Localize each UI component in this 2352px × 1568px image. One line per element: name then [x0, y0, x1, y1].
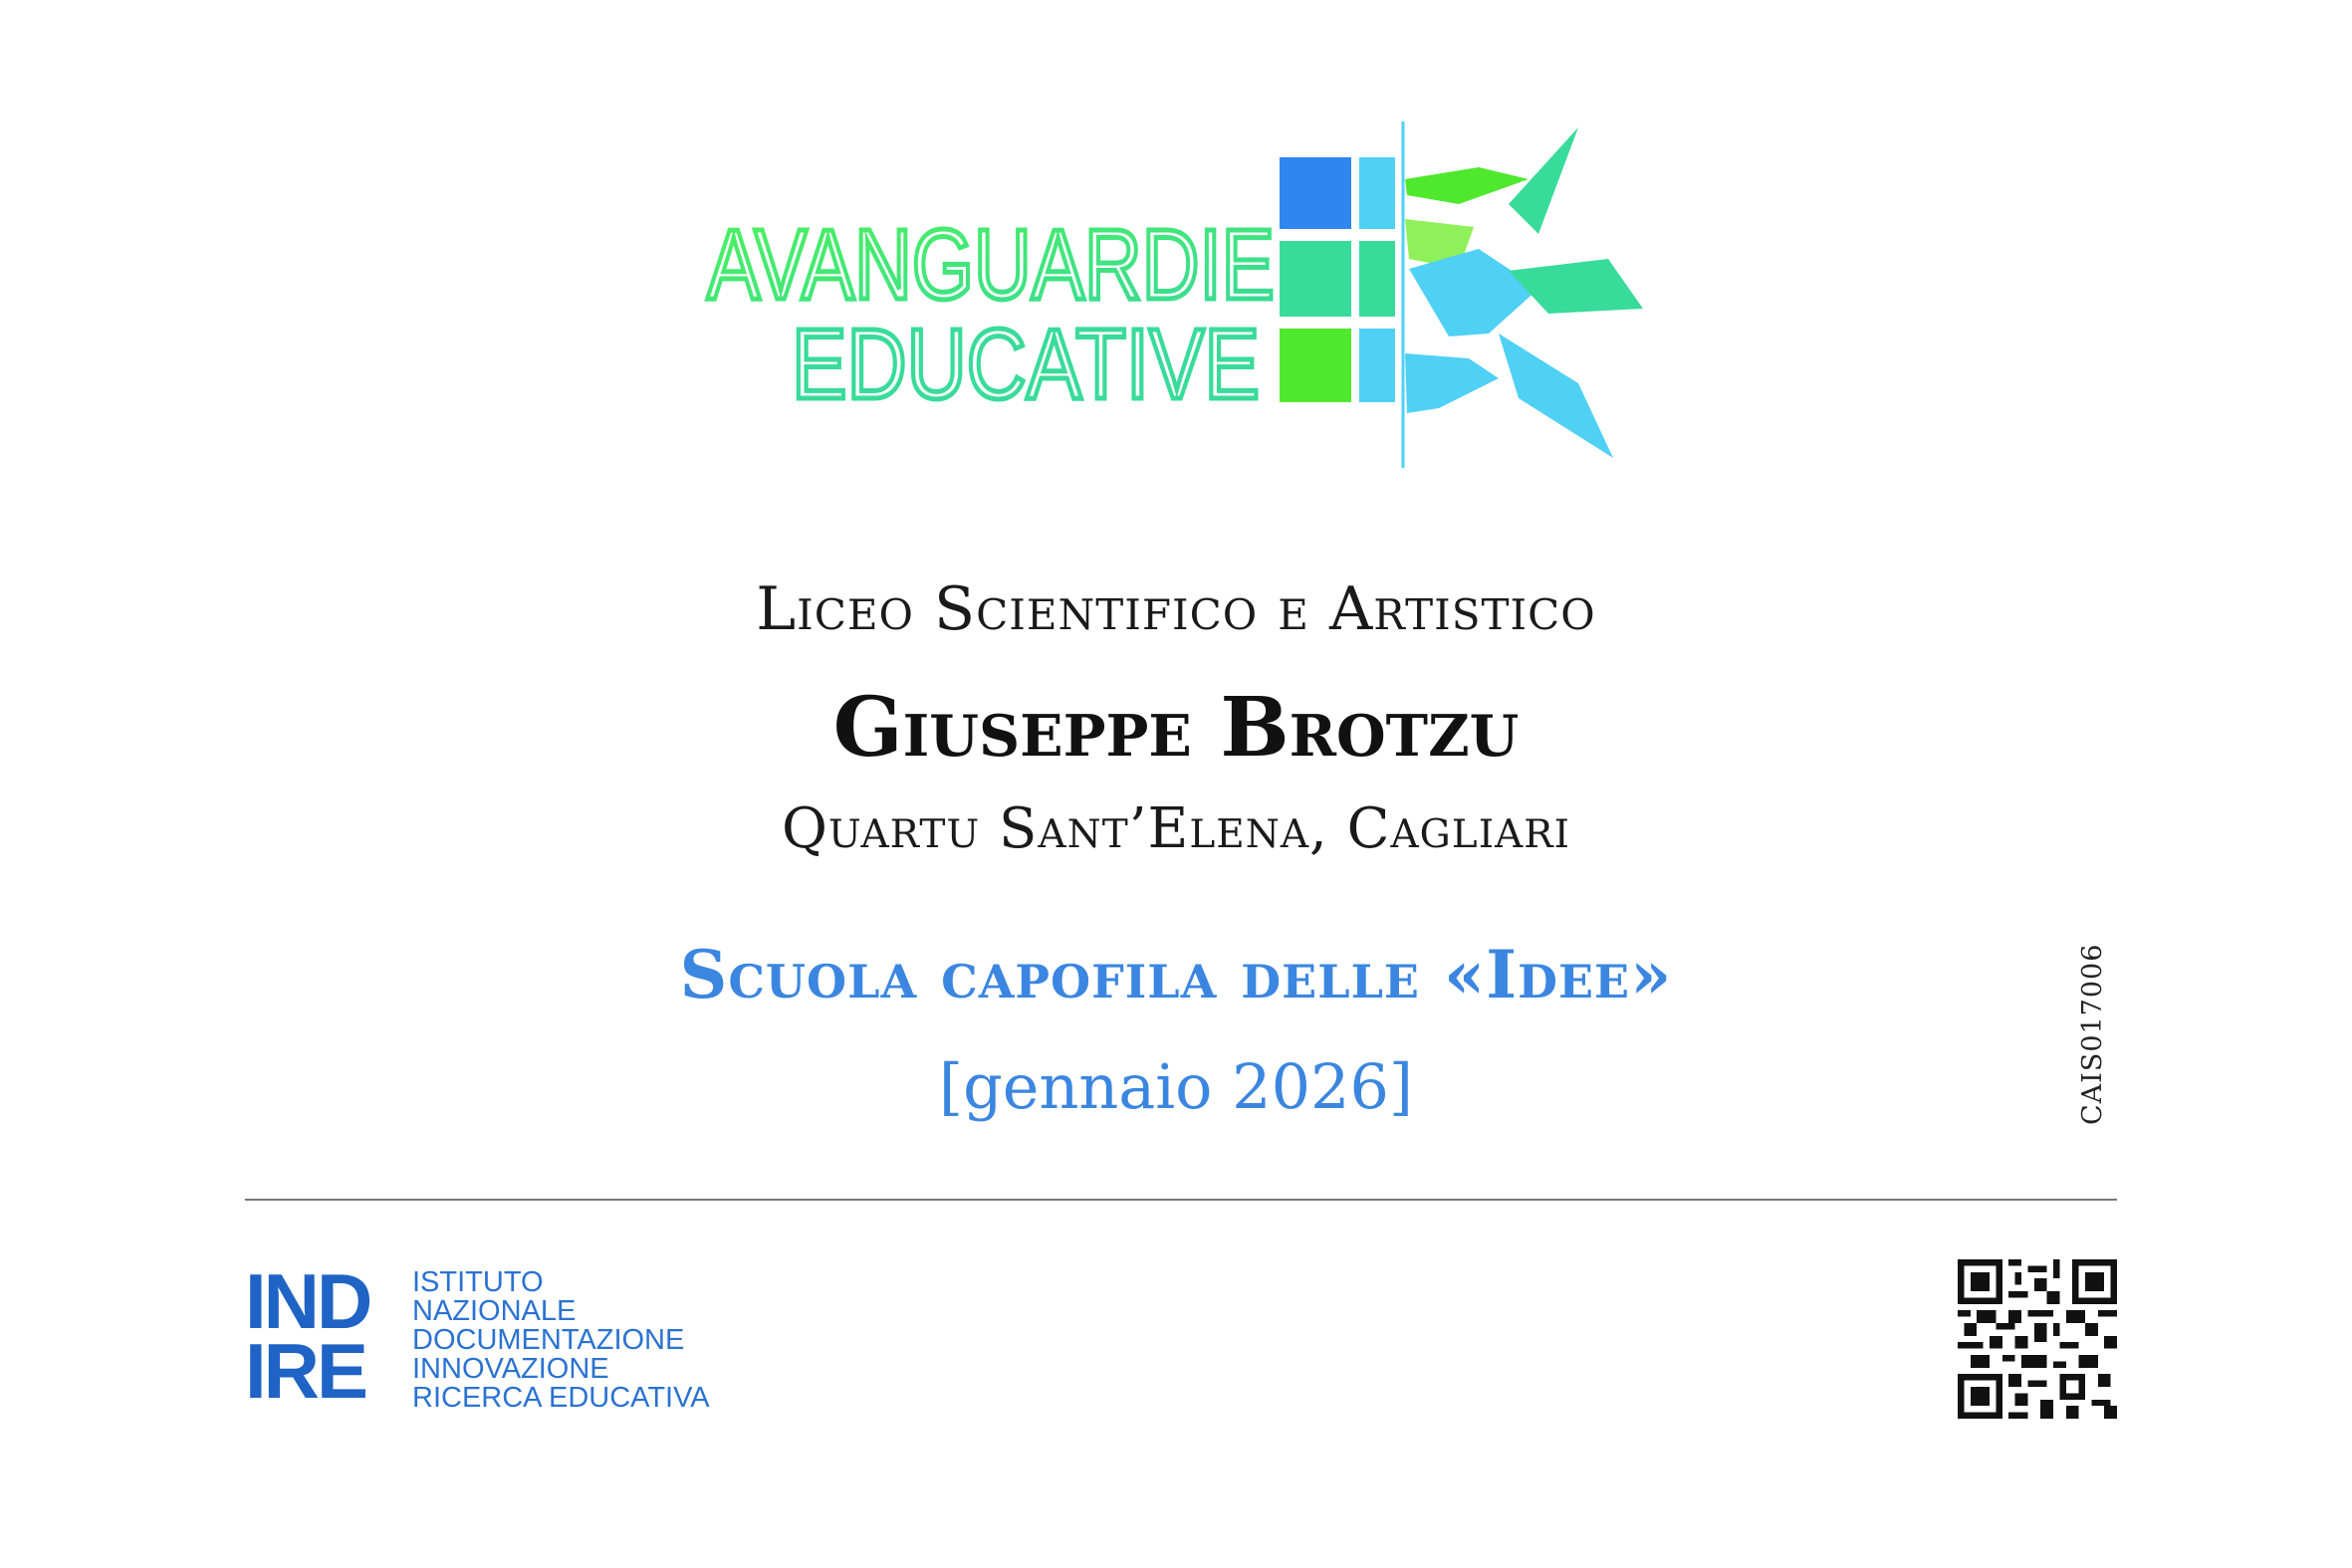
- school-type: Liceo Scientifico e Artistico: [756, 574, 1596, 644]
- school-name: Giuseppe Brotzu: [832, 680, 1520, 776]
- logo-tiles-graphic: [1280, 110, 1658, 478]
- logo-wordmark: [697, 199, 1285, 418]
- indire-mark-line-2: IRE: [245, 1327, 366, 1415]
- indire-mark-line-1: IND: [245, 1257, 370, 1345]
- avanguardie-educative-logo: [697, 110, 1673, 488]
- divider: [245, 1199, 2117, 1201]
- indire-text-line: INNOVAZIONE: [412, 1353, 609, 1385]
- indire-mark: [245, 1257, 394, 1416]
- indire-text-line: ISTITUTO: [412, 1266, 544, 1298]
- date-label: [gennaio 2026]: [938, 1050, 1414, 1123]
- logo-line-1: AVANGUARDIE: [707, 209, 1275, 321]
- indire-text-line: DOCUMENTAZIONE: [412, 1324, 685, 1356]
- indire-logo: [245, 1257, 713, 1416]
- school-place: Quartu Sant’Elena, Cagliari: [781, 796, 1571, 861]
- qr-code[interactable]: [1958, 1259, 2117, 1419]
- school-code: CAIS017006: [2077, 943, 2108, 1125]
- indire-text-line: NAZIONALE: [412, 1295, 577, 1327]
- indire-text-line: RICERCA EDUCATIVA: [412, 1382, 710, 1414]
- indire-text: [412, 1268, 710, 1413]
- headline: Scuola capofila delle «Idee»: [679, 936, 1673, 1013]
- logo-line-2: EDUCATIVE: [792, 309, 1260, 420]
